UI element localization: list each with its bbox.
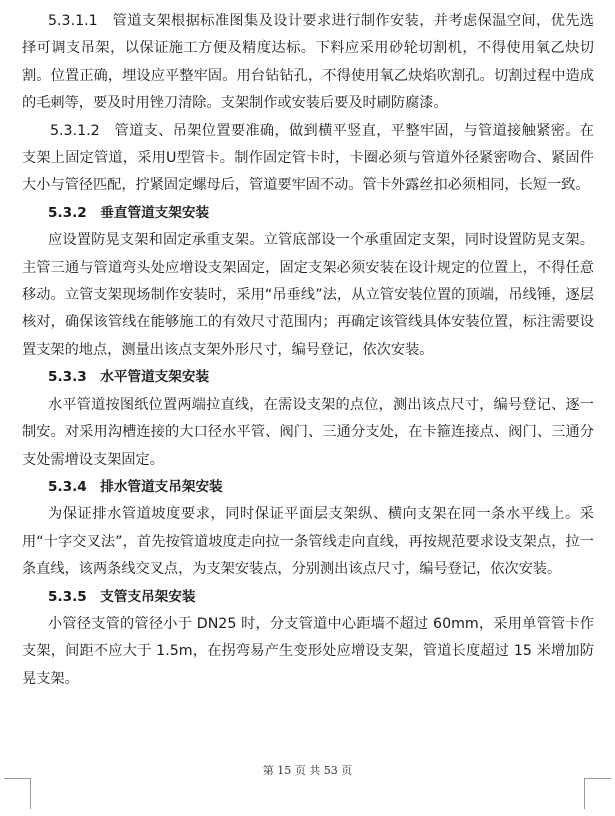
paragraph-branch-support: 小管径支管的管径小于 DN25 时，分支管道中心距墙不超过 60mm，采用单管管卡作支架，间距不应大于 1.5m，在拐弯易产生变形处应增设支架，管道长度超过 15 米增加防晃支架。 — [22, 615, 594, 687]
paragraph-drainage-support: 为保证排水管道坡度要求，同时保证平面层支架纵、横向支架在同一条水平线上。采用“十字交叉法”，首先按管道坡度走向拉一条管线走向直线，再按规范要求设支架点，拉一条直线，该两条线交叉点，为支架安装点，分别测出该点尺寸，编号登记，依次安装。 — [22, 506, 594, 578]
page-number-footer: 第 15 页 共 53 页 — [262, 764, 353, 777]
heading-5-3-3: 5.3.3 水平管道支架安装 — [48, 369, 210, 386]
page-corner-mark-left — [4, 778, 31, 809]
heading-5-3-2: 5.3.2 垂直管道支架安装 — [48, 204, 210, 221]
heading-5-3-4: 5.3.4 排水管道支吊架安装 — [48, 478, 223, 495]
paragraph-5-3-1-1: 5.3.1.1 管道支架根据标准图集及设计要求进行制作安装，并考虑保温空间，优先选择可调支吊架，以保证施工方便及精度达标。下料应采用砂轮切割机，不得使用氧乙炔切割。位置正确，埋设应平整牢固。用台钻钻孔，不得使用氧乙炔焰吹割孔。切割过程中造成的毛刺等，要及时用锉刀清除。支架制作或安装后要及时刷防腐漆。 — [22, 13, 594, 112]
heading-5-3-5: 5.3.5 支管支吊架安装 — [48, 588, 196, 605]
page-corner-mark-right — [584, 778, 611, 809]
document-body — [22, 8, 594, 693]
paragraph-vertical-support: 应设置防晃支架和固定承重支架。立管底部设一个承重固定支架，同时设置防晃支架。主管三通与管道弯头处应增设支架固定，固定支架必须安装在设计规定的位置上，不得任意移动。立管支架现场制作安装时，采用“吊垂线”法，从立管安装位置的顶端，吊线锤，逐层核对，确保该管线在能够施工的有效尺寸范围内；再确定该管线具体安装位置，标注需要设置支架的地点，测量出该点支架外形尺寸，编号登记，依次安装。 — [22, 232, 594, 358]
paragraph-5-3-1-2: 5.3.1.2 管道支、吊架位置要准确，做到横平竖直，平整牢固，与管道接触紧密。在支架上固定管道，采用U型管卡。制作固定管卡时，卡圈必须与管道外径紧密吻合、紧固件大小与管径匹配，拧紧固定螺母后，管道要牢固不动。管卡外露丝扣必须相同，长短一致。 — [22, 122, 594, 194]
paragraph-horizontal-support: 水平管道按图纸位置两端拉直线，在需设支架的点位，测出该点尺寸，编号登记、逐一制安。对采用沟槽连接的大口径水平管、阀门、三通分支处，在卡箍连接点、阀门、三通分支处需增设支架固定。 — [22, 396, 594, 468]
